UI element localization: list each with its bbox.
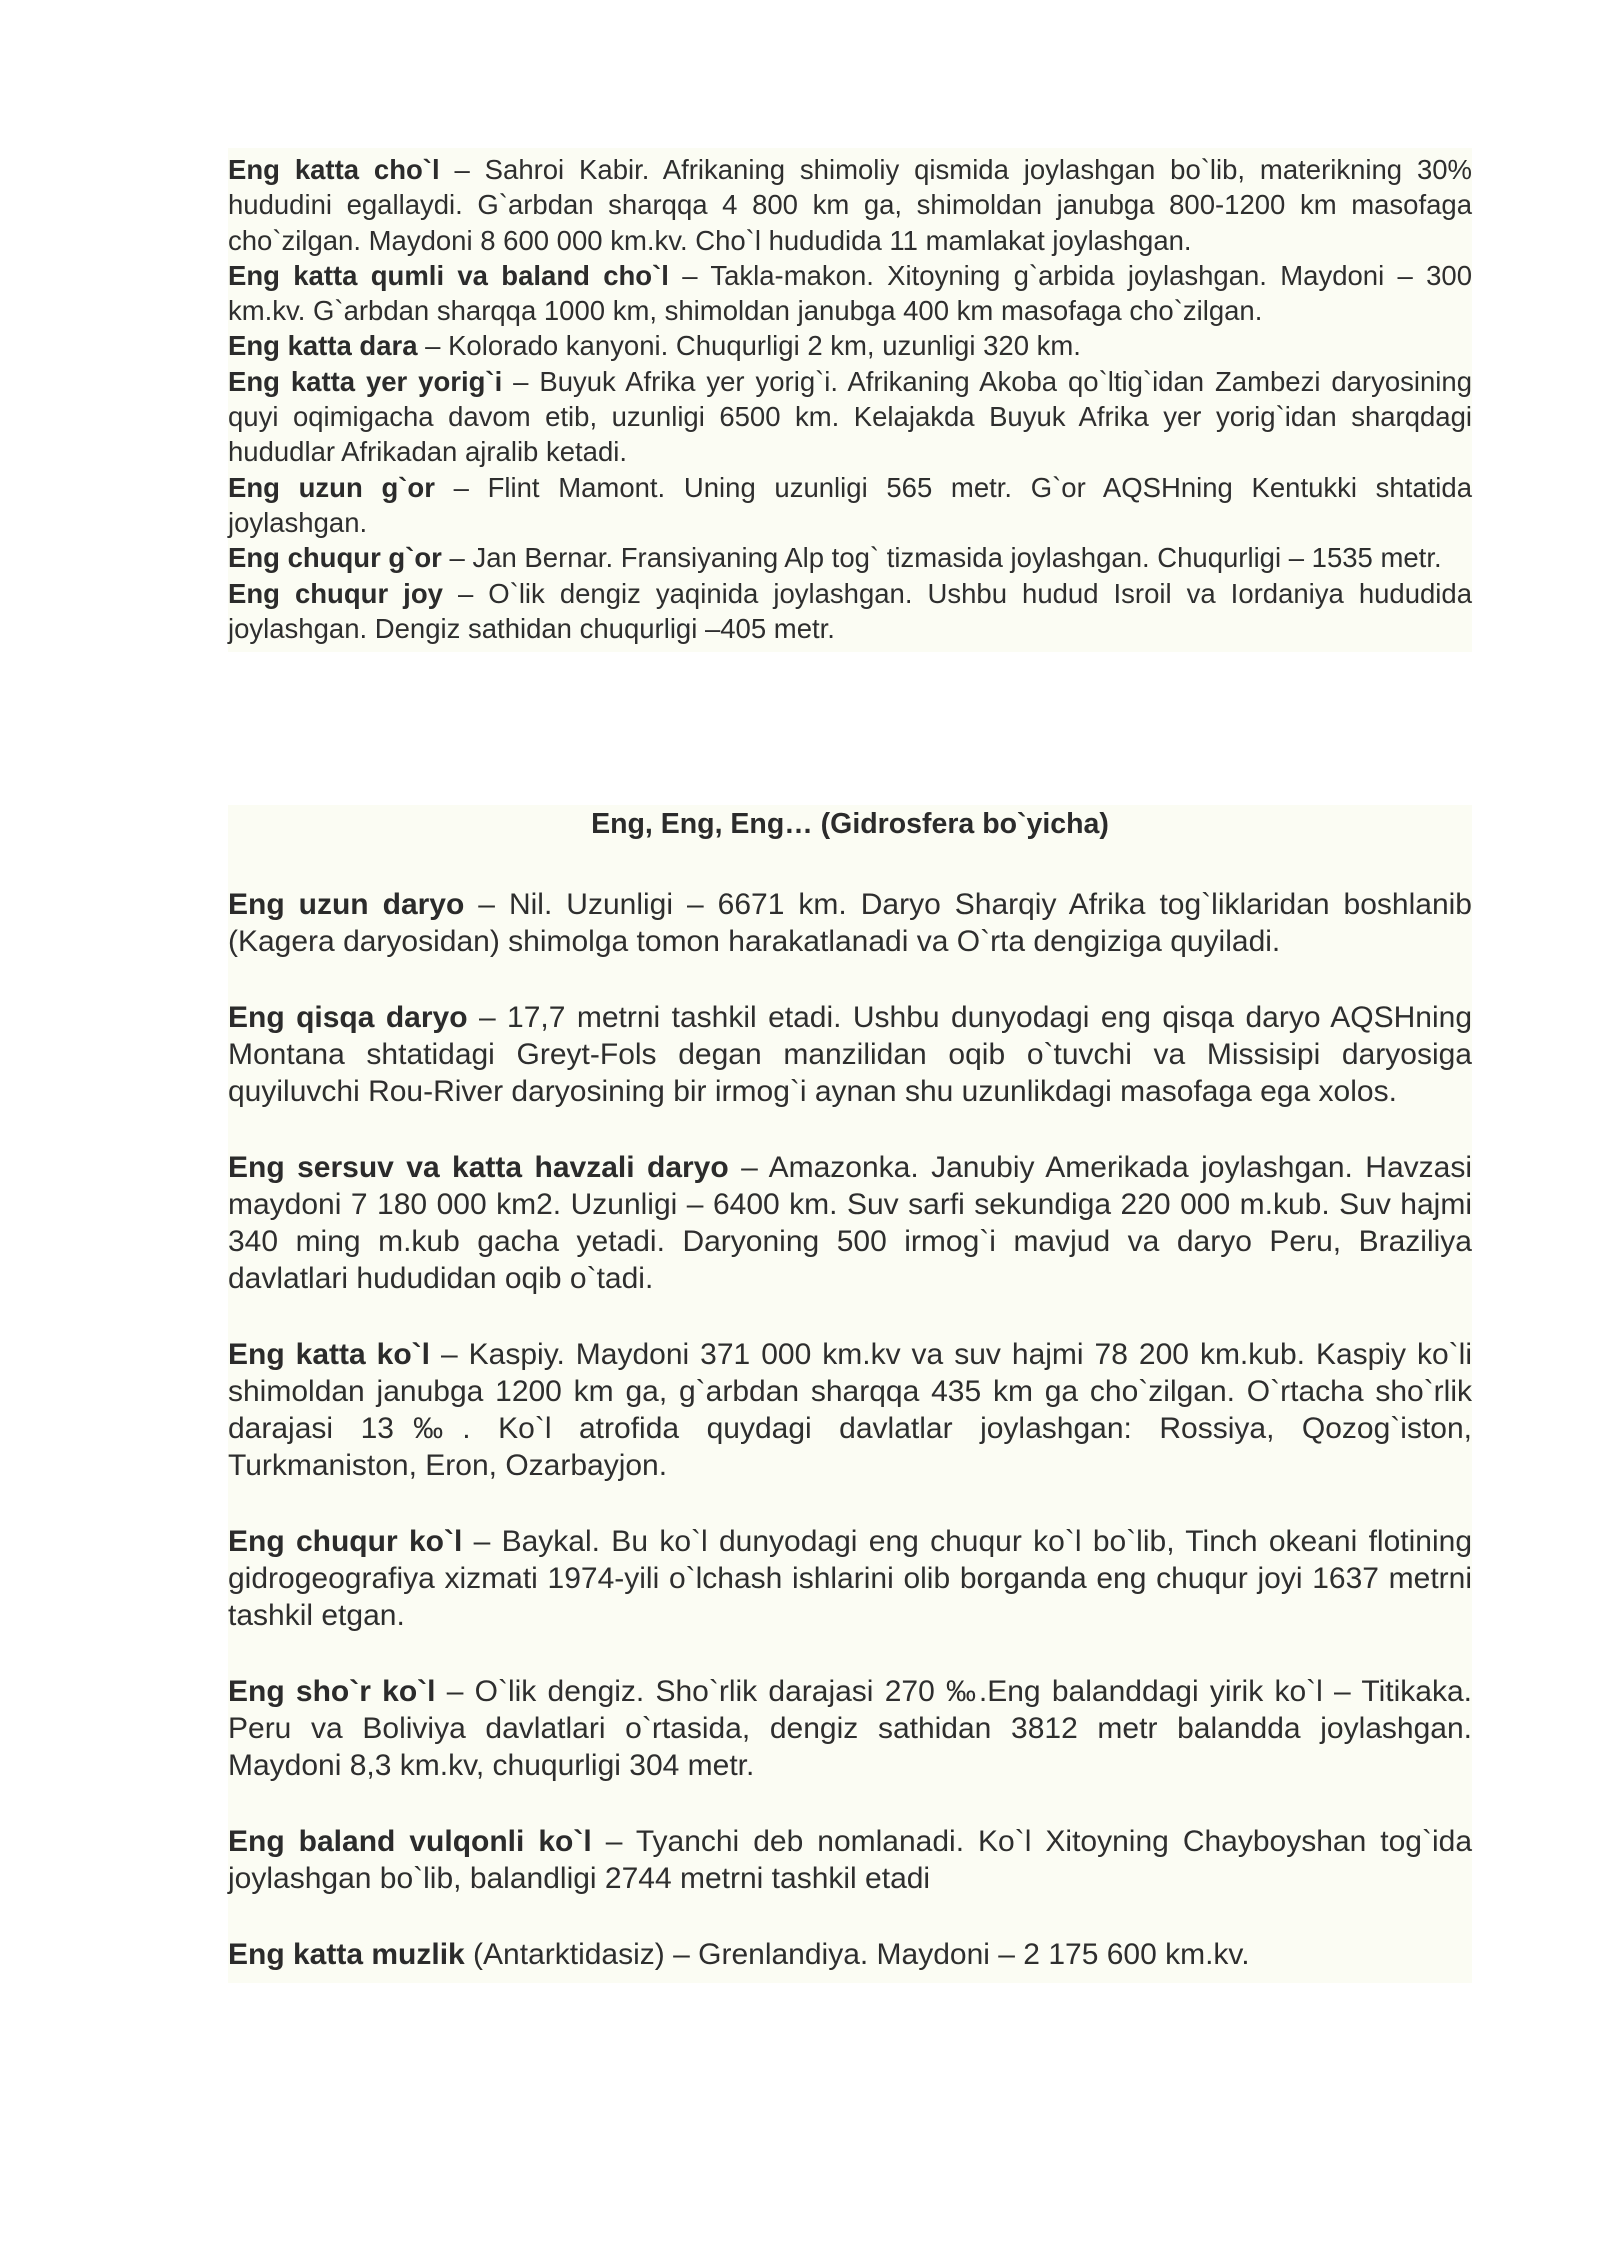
entry-term: Eng uzun g`or xyxy=(228,471,435,503)
entry-largest-glacier xyxy=(228,1936,1472,1973)
entry-largest-lake xyxy=(228,1336,1472,1484)
entry-deepest-lake xyxy=(228,1523,1472,1634)
entry-term: Eng katta qumli va baland cho`l xyxy=(228,259,669,291)
entry-text: – 17,7 metrni tashkil etadi. Ushbu dunyodagi eng qisqa daryo AQSHning Montana shtatidagi Greyt-Fols degan manzilidan oqib o`tuvchi va Missisipi daryosiga quyiluvchi Rou-River daryosining bir irmog`i aynan shu uzunlikdagi masofaga ega xolos. xyxy=(228,1001,1472,1108)
entry-longest-cave xyxy=(228,470,1472,541)
section-heading: Eng, Eng, Eng… (Gidrosfera bo`yicha) xyxy=(591,808,1109,840)
entry-text: – Tyanchi deb nomlanadi. Ko`l Xitoyning Chayboyshan tog`ida joylashgan bo`lib, balandligi 2744 metrni tashkil etadi xyxy=(228,1825,1473,1895)
entry-term: Eng katta dara xyxy=(228,330,418,362)
entry-term: Eng chuqur g`or xyxy=(228,542,442,574)
entry-term: Eng sersuv va katta havzali daryo xyxy=(228,1151,729,1184)
entry-text: – Buyuk Afrika yer yorig`i. Afrikaning Akoba qo`ltig`idan Zambezi daryosining quyi oqimigacha davom etib, uzunligi 6500 km. Kelajakda Buyuk Afrika yer yorig`idan sharqdagi hududlar Afrikadan ajralib ketadi. xyxy=(228,365,1472,468)
entry-term: Eng chuqur ko`l xyxy=(228,1525,463,1558)
entry-text: – O`lik dengiz. Sho`rlik darajasi 270 ‰.Eng balanddagi yirik ko`l – Titikaka. Peru va Boliviya davlatlari o`rtasida, dengiz sathidan 3812 metr balandda joylashgan. Maydoni 8,3 km.kv, chuqurligi 304 metr. xyxy=(228,1675,1472,1782)
entry-saltiest-lake xyxy=(228,1673,1472,1784)
entry-term: Eng uzun daryo xyxy=(228,888,465,921)
entry-highest-volcanic-lake xyxy=(228,1823,1472,1897)
entry-text: (Antarktidasiz) – Grenlandiya. Maydoni – 2 175 600 km.kv. xyxy=(464,1938,1250,1971)
records-section-lithosphere xyxy=(228,148,1472,652)
entry-term: Eng qisqa daryo xyxy=(228,1001,468,1034)
entry-term: Eng katta muzlik xyxy=(228,1938,465,1971)
entry-text: – Amazonka. Janubiy Amerikada joylashgan. Havzasi maydoni 7 180 000 km2. Uzunligi – 6400 km. Suv sarfi sekundiga 220 000 m.kub. Suv hajmi 340 ming m.kub gacha yetadi. Daryoning 500 irmog`i mavjud va daryo Peru, Braziliya davlatlari hududidan oqib o`tadi. xyxy=(228,1151,1472,1295)
entry-shortest-river xyxy=(228,999,1472,1110)
entry-term: Eng katta cho`l xyxy=(228,154,440,185)
entry-term: Eng sho`r ko`l xyxy=(228,1675,436,1708)
entry-text: – Nil. Uzunligi – 6671 km. Daryo Sharqiy Afrika tog`liklaridan boshlanib (Kagera daryosidan) shimolga tomon harakatlanadi va O`rta dengiziga quyiladi. xyxy=(228,888,1472,958)
entry-largest-rift xyxy=(228,364,1472,470)
entry-text: – Baykal. Bu ko`l dunyodagi eng chuqur ko`l bo`lib, Tinch okeani flotining gidrogeografiya xizmati 1974-yili o`lchash ishlarini olib borganda eng chuqur joyi 1637 metrni tashkil etgan. xyxy=(228,1525,1472,1632)
entry-term: Eng katta ko`l xyxy=(228,1338,430,1371)
entry-term: Eng baland vulqonli ko`l xyxy=(228,1825,592,1858)
records-section-hydrosphere xyxy=(228,805,1472,1983)
entry-text: – Flint Mamont. Uning uzunligi 565 metr. G`or AQSHning Kentukki shtatida joylashgan. xyxy=(228,471,1472,538)
entry-text: – Jan Bernar. Fransiyaning Alp tog` tizmasida joylashgan. Chuqurligi – 1535 metr. xyxy=(441,542,1442,574)
entry-deepest-place xyxy=(228,576,1472,647)
entry-text: – Kolorado kanyoni. Chuqurligi 2 km, uzunligi 320 km. xyxy=(417,330,1081,362)
entry-term: Eng chuqur joy xyxy=(228,577,443,609)
entry-largest-basin-river xyxy=(228,1149,1472,1297)
entry-largest-desert xyxy=(228,152,1472,258)
entry-text: – Takla-makon. Xitoyning g`arbida joylashgan. Maydoni – 300 km.kv. G`arbdan sharqqa 1000 km, shimoldan janubga 400 km masofaga cho`zilgan. xyxy=(228,259,1472,327)
entry-text: – O`lik dengiz yaqinida joylashgan. Ushbu hudud Isroil va Iordaniya hududida joylashgan. Dengiz sathidan chuqurligi –405 metr. xyxy=(228,577,1473,644)
entry-term: Eng katta yer yorig`i xyxy=(228,365,503,397)
entry-text: – Sahroi Kabir. Afrikaning shimoliy qismida joylashgan bo`lib, materikning 30% hududini egallaydi. G`arbdan sharqqa 4 800 km ga, shimoldan janubga 800-1200 km masofaga cho`zilgan. Maydoni 8 600 000 km.kv. Cho`l hududida 11 mamlakat joylashgan. xyxy=(228,154,1473,256)
entry-longest-river xyxy=(228,886,1472,960)
entry-largest-sandy-desert xyxy=(228,258,1472,329)
entry-largest-canyon xyxy=(228,328,1472,363)
entry-text: – Kaspiy. Maydoni 371 000 km.kv va suv hajmi 78 200 km.kub. Kaspiy ko`li shimoldan janubga 1200 km ga, g`arbdan sharqqa 435 km ga cho`zilgan. O`rtacha sho`rlik darajasi 13‰. Ko`l atrofida quydagi davlatlar joylashgan: Rossiya, Qozog`iston, Turkmaniston, Eron, Ozarbayjon. xyxy=(228,1338,1472,1482)
entry-deepest-cave xyxy=(228,540,1472,575)
